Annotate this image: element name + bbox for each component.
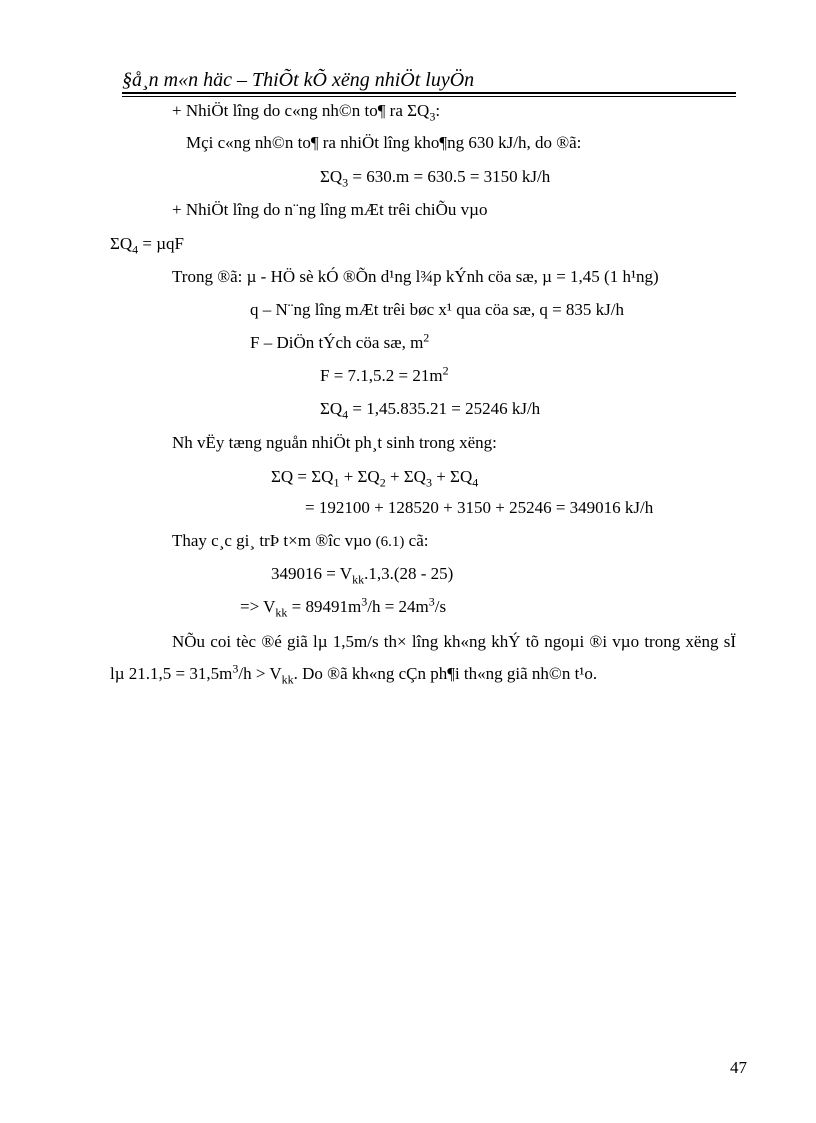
formula-q-sum: $\Sigma Q = \Sigma Q_1 + \Sigma Q_2 + \Sigma Q_3 + \Sigma Q_4$ (271, 467, 479, 490)
formula-q4: $\Sigma Q_4 = \mu qF$ (110, 234, 185, 257)
text-line-7: q – N¨ng lîng mÆt trêi bøc x¹ qua cöa sæ, q = 835 kJ/h (250, 300, 625, 319)
text-line-11: Nh vËy tæng nguån nhiÖt ph¸t sinh trong xëng: (172, 433, 497, 452)
formula-vkk: $349016 = V_{kk}.1,3.(28 - 25)$ (271, 564, 454, 587)
conclusion-paragraph: NÕu coi tèc ®é giã lµ 1,5m/s th× lîng kh«ng khÝ tõ ngoµi ®i vµo trong xëng sÏ lµ $21.1,5 = 31,5m^3/h > V_{kk}$. Do ®ã kh«ng cÇn ph¶i th«ng giã nh©n t¹o. (110, 632, 736, 687)
header-rule-thin (122, 96, 736, 97)
formula-q-total: = 192100 + 128520 + 3150 + 25246 = 349016 kJ/h (305, 498, 654, 517)
header-rule-thick (122, 92, 736, 94)
text-line-8: F – DiÖn tÝch cöa sæ, $m^2$ (250, 330, 430, 352)
formula-vkk-result: => $V_{kk} = 89491m^3/h = 24m^3/s$ (240, 594, 447, 620)
formula-q3: $\Sigma Q_3 = 630.m = 630.5 = 3150$ kJ/h (320, 167, 551, 190)
formula-f: $F = 7.1,5.2 = 21m^2$ (320, 363, 449, 385)
text-line-2: Mçi c«ng nh©n to¶ ra nhiÖt lîng kho¶ng 630 kJ/h, do ®ã: (186, 133, 582, 152)
text-line-14: Thay c¸c gi¸ trÞ t×m ®îc vµo (6.1) cã: (172, 531, 429, 550)
text-line-1: + NhiÖt lîng do c«ng nh©n to¶ ra $\Sigma Q_3$: (172, 101, 441, 124)
page-number: 47 (730, 1058, 747, 1077)
text-line-4: + NhiÖt lîng do n¨ng lîng mÆt trêi chiÕu vµo (172, 200, 488, 219)
formula-q4-value: $\Sigma Q_4 = 1,45.835.21 = 25246$ kJ/h (320, 399, 541, 422)
page-header: §å¸n m«n häc – ThiÕt kÕ xëng nhiÖt luyÖn (122, 69, 475, 91)
text-line-6: Trong ®ã: µ - HÖ sè kÓ ®Õn d¹ng l¾p kÝnh cöa sæ, µ = 1,45 (1 h¹ng) (172, 267, 659, 286)
